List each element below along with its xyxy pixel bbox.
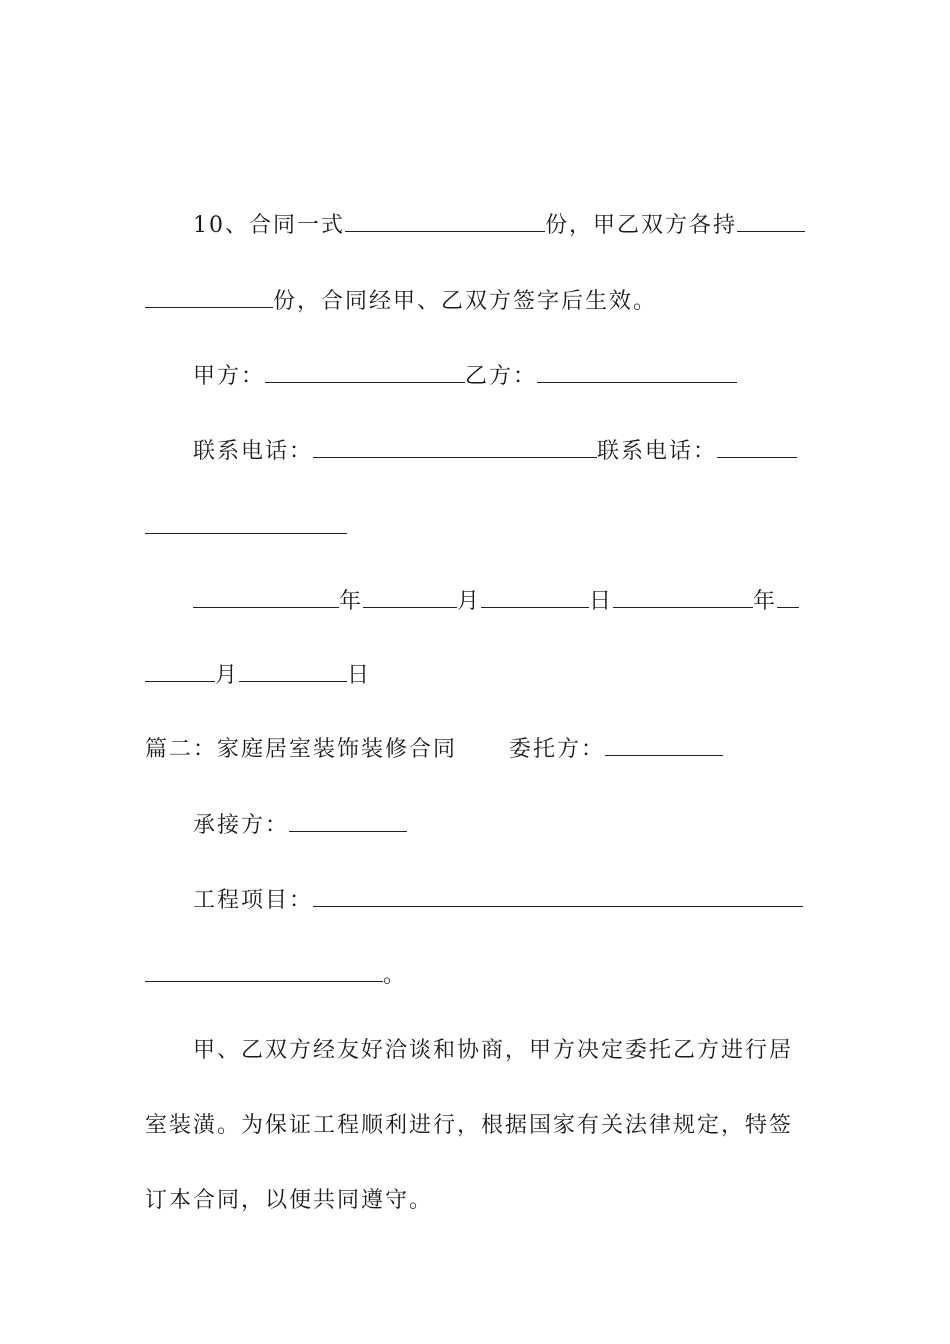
contact-phone-line-1 bbox=[193, 437, 797, 467]
contractor-line bbox=[193, 811, 407, 841]
month-b-blank bbox=[777, 587, 799, 608]
date-line-1 bbox=[193, 587, 799, 617]
date-line-2 bbox=[145, 661, 371, 691]
project-period: 。 bbox=[383, 963, 408, 988]
copies-blank bbox=[345, 211, 545, 232]
section-2-heading-line bbox=[145, 735, 723, 765]
clause-10-line-2 bbox=[145, 287, 657, 317]
signature-parties-line bbox=[193, 362, 737, 392]
day-a-blank bbox=[481, 587, 589, 608]
party-b-blank bbox=[537, 362, 737, 383]
day-b-blank bbox=[239, 661, 347, 682]
client-label: 委托方： bbox=[509, 737, 606, 762]
copies-each-blank-cont bbox=[145, 287, 273, 308]
year-a-label: 年 bbox=[339, 589, 364, 614]
year-b-label: 年 bbox=[753, 589, 778, 614]
contact-phone-line-2 bbox=[145, 513, 347, 543]
party-a-label: 甲方： bbox=[193, 364, 266, 389]
project-blank-cont bbox=[145, 961, 383, 982]
contractor-label: 承接方： bbox=[193, 813, 290, 838]
clause-10-line-1 bbox=[193, 211, 805, 241]
party-a-blank bbox=[265, 362, 465, 383]
project-line-1 bbox=[193, 886, 803, 916]
client-blank bbox=[605, 735, 723, 756]
intro-line-1: 甲、乙双方经友好洽谈和协商，甲方决定委托乙方进行居 bbox=[193, 1038, 794, 1063]
year-b-blank bbox=[613, 587, 753, 608]
month-a-label: 月 bbox=[457, 589, 482, 614]
clause-10-mid: 份，甲乙双方各持 bbox=[545, 213, 738, 238]
day-a-label: 日 bbox=[589, 589, 614, 614]
clause-10-prefix: 10、合同一式 bbox=[193, 213, 345, 238]
party-b-phone-blank bbox=[717, 437, 797, 458]
month-a-blank bbox=[363, 587, 457, 608]
year-a-blank bbox=[193, 587, 339, 608]
project-line-2 bbox=[145, 961, 407, 991]
clause-10-suffix: 份，合同经甲、乙双方签字后生效。 bbox=[273, 289, 658, 314]
project-label: 工程项目： bbox=[193, 888, 314, 913]
party-a-phone-label: 联系电话： bbox=[193, 439, 314, 464]
copies-each-blank bbox=[737, 211, 805, 232]
project-blank bbox=[313, 886, 803, 907]
party-b-phone-label: 联系电话： bbox=[597, 439, 718, 464]
party-b-phone-blank-cont bbox=[145, 513, 347, 534]
party-a-phone-blank bbox=[313, 437, 597, 458]
intro-line-2: 室装潢。为保证工程顺利进行，根据国家有关法律规定，特签 bbox=[145, 1113, 794, 1138]
day-b-label: 日 bbox=[347, 663, 372, 688]
section-2-title: 篇二：家庭居室装饰装修合同 bbox=[145, 737, 458, 762]
contractor-blank bbox=[289, 811, 407, 832]
month-b-blank-cont bbox=[145, 661, 215, 682]
month-b-label: 月 bbox=[215, 663, 240, 688]
intro-line-3: 订本合同，以便共同遵守。 bbox=[145, 1188, 434, 1213]
party-b-label: 乙方： bbox=[465, 364, 538, 389]
